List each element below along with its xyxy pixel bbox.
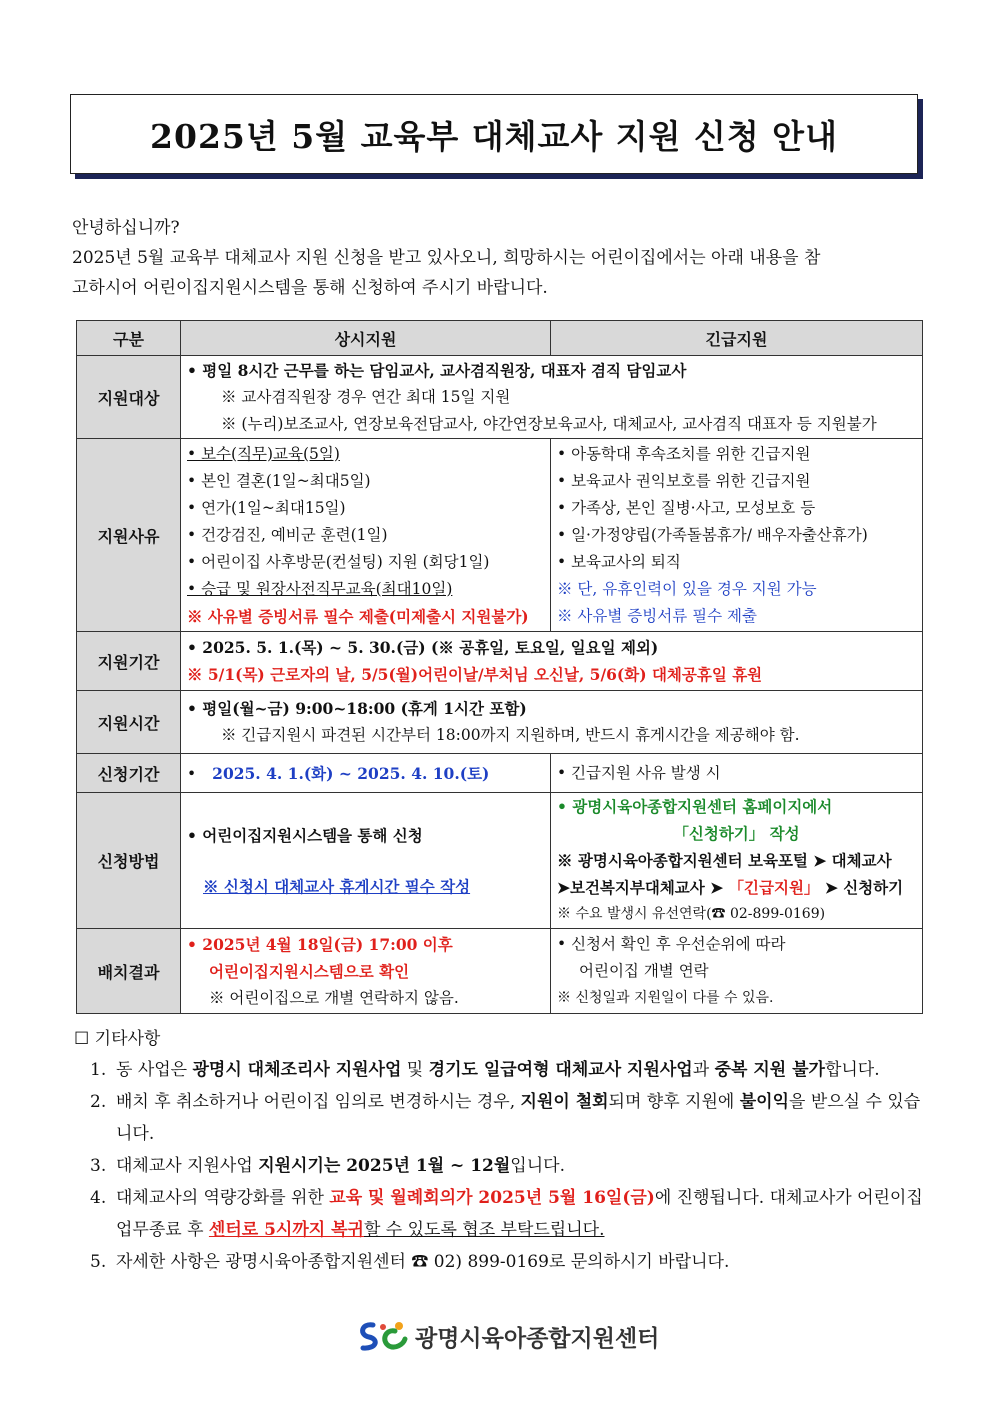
etc-item-5	[74, 1246, 924, 1278]
etc-text: 배치 후 취소하거나 어린이집 임의로 변경하시는 경우,	[116, 1092, 521, 1112]
target-cell	[181, 356, 923, 439]
method-urgent-1: • 광명시육아종합지원센터 홈페이지에서	[557, 797, 833, 816]
method-urgent-4c: ➤ 신청하기	[819, 878, 904, 897]
target-line-3: ※ (누리)보조교사, 연장보육전담교사, 야간연장보육교사, 대체교사, 교사겸직 대표자 등 지원불가	[221, 414, 877, 433]
etc-text: 에 진행됩니다. 대체교사가 어린이집 업무종료 후	[116, 1188, 923, 1240]
apply-period-urgent: • 긴급지원 사유 발생 시	[557, 763, 721, 782]
reason-urgent-note-2: ※ 사유별 증빙서류 필수 제출	[557, 606, 757, 625]
etc-bold: 지원시기는 2025년 1월 ~ 12월	[258, 1156, 511, 1176]
etc-text: 및	[401, 1060, 429, 1080]
etc-list	[74, 1054, 924, 1278]
row-label-method: 신청방법	[77, 793, 181, 929]
row-apply-period	[77, 754, 923, 793]
etc-item-1	[74, 1054, 924, 1086]
row-label-reason: 지원사유	[77, 439, 181, 632]
reason-regular-2: • 본인 결혼(1일~최대5일)	[187, 471, 371, 490]
result-urgent-1: • 신청서 확인 후 우선순위에 따라	[557, 934, 786, 953]
etc-text: 자세한 사항은 광명시육아종합지원센터 ☎ 02) 899-0169로 문의하시기 바랍니다.	[116, 1252, 730, 1272]
etc-bold: 지원이 철회	[520, 1092, 609, 1112]
etc-item-number: 1.	[90, 1060, 107, 1080]
apply-period-regular-cell	[181, 754, 551, 793]
etc-text: 동 사업은	[116, 1060, 193, 1080]
reason-urgent-4: • 일·가정양립(가족돌봄휴가/ 배우자출산휴가)	[557, 525, 868, 544]
etc-text: 입니다.	[510, 1156, 565, 1176]
etc-section	[74, 1024, 924, 1278]
etc-bold: 불이익	[739, 1092, 789, 1112]
etc-bold: 광명시 대체조리사 지원사업	[192, 1060, 402, 1080]
period-line-1: • 2025. 5. 1.(목) ~ 5. 30.(금) (※ 공휴일, 토요일, 일요일 제외)	[187, 638, 659, 657]
etc-text: 대체교사의 역량강화를 위한	[116, 1188, 330, 1208]
row-label-apply-period: 신청기간	[77, 754, 181, 793]
row-label-hours: 지원시간	[77, 691, 181, 754]
reason-urgent-note-1: ※ 단, 유휴인력이 있을 경우 지원 가능	[557, 579, 817, 598]
row-method	[77, 793, 923, 929]
reason-urgent-5: • 보육교사의 퇴직	[557, 552, 681, 571]
apply-period-bullet: •	[187, 764, 197, 783]
method-regular-2: ※ 신청시 대체교사 휴게시간 필수 작성	[203, 876, 471, 896]
etc-highlight: 센터로 5시까지 복귀	[208, 1220, 364, 1240]
method-regular-1: • 어린이집지원시스템을 통해 신청	[187, 825, 423, 845]
etc-text: 을 받으실 수 있습니다.	[116, 1092, 921, 1144]
reason-urgent-1: • 아동학대 후속조치를 위한 긴급지원	[557, 444, 811, 463]
etc-text: 되며 향후 지원에	[608, 1092, 740, 1112]
etc-text: 대체교사 지원사업	[116, 1156, 259, 1176]
row-reason	[77, 439, 923, 632]
etc-item-2	[74, 1086, 924, 1150]
footer	[355, 1316, 659, 1356]
reason-urgent-3: • 가족상, 본인 질병·사고, 모성보호 등	[557, 498, 816, 517]
row-hours	[77, 691, 923, 754]
row-result	[77, 929, 923, 1014]
etc-highlight: 교육 및 월례회의가 2025년 5월 16일(금)	[329, 1188, 655, 1208]
etc-item-number: 3.	[90, 1156, 107, 1176]
support-table	[76, 320, 923, 1014]
intro-line-2: 고하시어 어린이집지원시스템을 통해 신청하여 주시기 바랍니다.	[72, 278, 548, 298]
method-urgent-2: 「신청하기」 작성	[673, 824, 800, 843]
etc-item-number: 5.	[90, 1252, 107, 1272]
etc-item-number: 2.	[90, 1092, 107, 1112]
row-target	[77, 356, 923, 439]
etc-item-4	[74, 1182, 924, 1246]
method-urgent-5: ※ 수요 발생시 유선연락(☎ 02-899-0169)	[557, 906, 826, 922]
header-urgent: 긴급지원	[551, 321, 923, 356]
gwangmyeong-center-logo-icon	[355, 1319, 409, 1353]
apply-period-regular: 2025. 4. 1.(화) ~ 2025. 4. 10.(토)	[212, 763, 490, 783]
header-regular: 상시지원	[181, 321, 551, 356]
hours-cell	[181, 691, 923, 754]
reason-regular-4: • 건강검진, 예비군 훈련(1일)	[187, 525, 388, 544]
row-period	[77, 632, 923, 691]
reason-urgent-cell	[551, 439, 923, 632]
reason-regular-3: • 연가(1일~최대15일)	[187, 498, 346, 517]
apply-period-urgent-cell	[551, 754, 923, 793]
method-urgent-cell	[551, 793, 923, 929]
etc-text: 과	[692, 1060, 715, 1080]
intro-greeting: 안녕하십니까?	[72, 218, 180, 238]
result-regular-1: • 2025년 4월 18일(금) 17:00 이후	[187, 934, 453, 954]
row-label-period: 지원기간	[77, 632, 181, 691]
etc-bold: 중복 지원 불가	[714, 1060, 825, 1080]
reason-regular-5: • 어린이집 사후방문(컨설팅) 지원 (회당1일)	[187, 552, 490, 571]
result-urgent-cell	[551, 929, 923, 1014]
reason-urgent-2: • 보육교사 권익보호를 위한 긴급지원	[557, 471, 811, 490]
etc-text: 합니다.	[824, 1060, 880, 1080]
result-regular-cell	[181, 929, 551, 1014]
method-regular-cell	[181, 793, 551, 929]
row-label-result: 배치결과	[77, 929, 181, 1014]
intro-line-1: 2025년 5월 교육부 대체교사 지원 신청을 받고 있사오니, 희망하시는 어린이집에서는 아래 내용을 참	[72, 248, 821, 268]
target-line-2: ※ 교사겸직원장 경우 연간 최대 15일 지원	[221, 387, 511, 406]
table-header-row	[77, 321, 923, 356]
reason-regular-1: • 보수(직무)교육(5일)	[187, 444, 340, 463]
header-category: 구분	[77, 321, 181, 356]
reason-regular-6: • 승급 및 원장사전직무교육(최대10일)	[187, 579, 453, 598]
result-regular-2: 어린이집지원시스템으로 확인	[209, 961, 410, 981]
etc-bold: 경기도 일급여형 대체교사 지원사업	[428, 1060, 693, 1080]
footer-org-name: 광명시육아종합지원센터	[415, 1325, 660, 1352]
hours-line-2: ※ 긴급지원시 파견된 시간부터 18:00까지 지원하며, 반드시 휴게시간을 제공해야 함.	[221, 726, 800, 744]
target-line-1: • 평일 8시간 근무를 하는 담임교사, 교사겸직원장, 대표자 겸직 담임교사	[187, 360, 687, 380]
reason-regular-cell	[181, 439, 551, 632]
result-urgent-3: ※ 신청일과 지원일이 다를 수 있음.	[557, 989, 774, 1006]
etc-heading: ☐ 기타사항	[74, 1029, 161, 1049]
result-regular-3: ※ 어린이집으로 개별 연락하지 않음.	[209, 988, 459, 1007]
result-urgent-2: 어린이집 개별 연락	[579, 961, 709, 980]
reason-regular-note: ※ 사유별 증빙서류 필수 제출(미제출시 지원불가)	[187, 606, 529, 626]
etc-item-number: 4.	[90, 1188, 107, 1208]
hours-line-1: • 평일(월~금) 9:00~18:00 (휴게 1시간 포함)	[187, 699, 527, 718]
intro	[72, 213, 922, 303]
page-title: 2025년 5월 교육부 대체교사 지원 신청 안내	[150, 116, 838, 156]
method-urgent-3: ※ 광명시육아종합지원센터 보육포털 ➤ 대체교사	[557, 851, 892, 870]
method-urgent-4a: ➤보건복지부대체교사 ➤	[557, 878, 729, 897]
method-urgent-4b: 「긴급지원」	[728, 878, 820, 897]
etc-text: 할 수 있도록 협조 부탁드립니다.	[363, 1220, 605, 1240]
row-label-target: 지원대상	[77, 356, 181, 439]
period-cell	[181, 632, 923, 691]
title-box	[70, 94, 918, 174]
period-line-2: ※ 5/1(목) 근로자의 날, 5/5(월)어린이날/부처님 오신날, 5/6(화) 대체공휴일 휴원	[187, 665, 763, 684]
etc-item-3	[74, 1150, 924, 1182]
